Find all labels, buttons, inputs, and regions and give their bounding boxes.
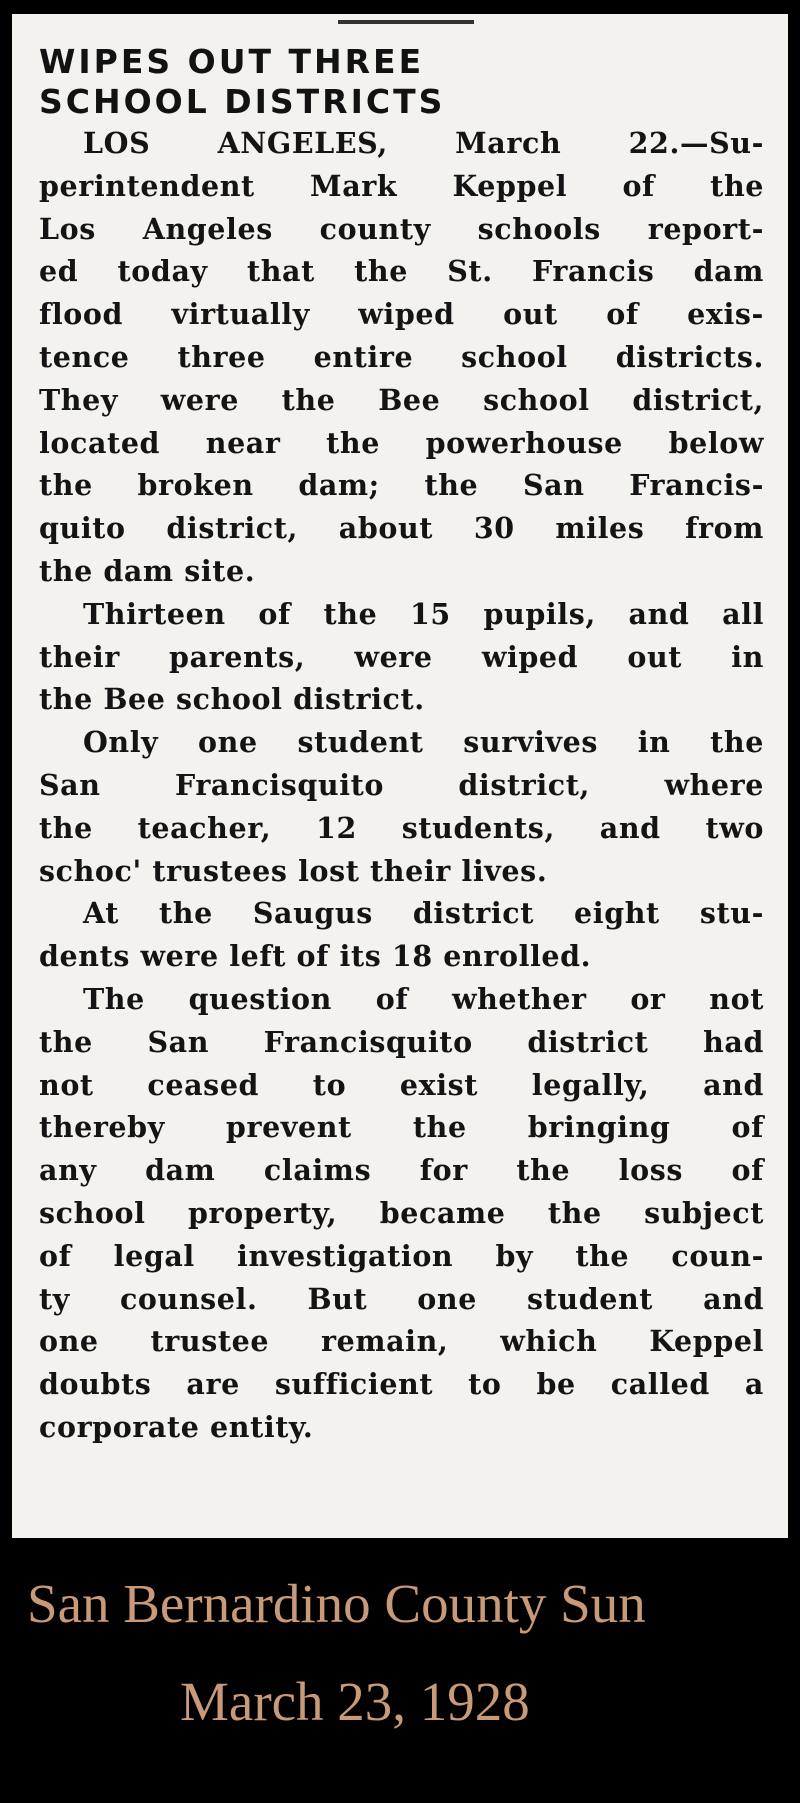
headline-line: WIPES OUT THREE (39, 42, 425, 81)
article-body (39, 122, 764, 1449)
article-line: doubts are sufficient to be called a (39, 1367, 764, 1402)
article-line: Only one student survives in the (83, 725, 764, 760)
article-line: ed today that the St. Francis dam (39, 254, 764, 289)
article-paragraph (39, 593, 764, 721)
article-line: tence three entire school districts. (39, 339, 764, 374)
article-line: their parents, were wiped out in (39, 639, 764, 674)
article-line: not ceased to exist legally, and (39, 1067, 764, 1102)
article-line: perintendent Mark Keppel of the (39, 168, 764, 203)
article-line: corporate entity. (39, 1409, 314, 1444)
article-line: They were the Bee school district, (39, 382, 764, 417)
article-line: The question of whether or not (83, 981, 764, 1016)
article-paragraph (39, 978, 764, 1449)
article-line: the broken dam; the San Francis- (39, 468, 764, 503)
article-line: ty counsel. But one student and (39, 1281, 764, 1316)
article-line: quito district, about 30 miles from (39, 511, 764, 546)
article-line: one trustee remain, which Keppel (39, 1324, 764, 1359)
article-line: thereby prevent the bringing of (39, 1110, 764, 1145)
article-line: school property, became the subject (39, 1195, 764, 1230)
article-line: of legal investigation by the coun- (39, 1238, 764, 1273)
newspaper-name-caption: San Bernardino County Sun (27, 1573, 646, 1634)
article-line: At the Saugus district eight stu- (83, 896, 764, 931)
article-line: any dam claims for the loss of (39, 1153, 764, 1188)
headline-line: SCHOOL DISTRICTS (39, 82, 446, 121)
publication-date-caption: March 23, 1928 (180, 1671, 530, 1732)
article-line: schoc' trustees lost their lives. (39, 853, 548, 888)
article-line: flood virtually wiped out of exis- (39, 297, 764, 332)
article-line: LOS ANGELES, March 22.—Su- (83, 126, 764, 160)
newspaper-clipping (12, 14, 788, 1538)
article-line: Los Angeles county schools report- (39, 211, 764, 246)
article-paragraph (39, 122, 764, 593)
top-rule-divider (338, 20, 474, 24)
article-line: the Bee school district. (39, 682, 425, 717)
article-paragraph (39, 721, 764, 892)
article-line: dents were left of its 18 enrolled. (39, 939, 592, 974)
article-line: the San Francisquito district had (39, 1024, 764, 1059)
article-headline (39, 42, 764, 122)
article-line: located near the powerhouse below (39, 425, 764, 460)
article-line: Thirteen of the 15 pupils, and all (83, 596, 764, 631)
article-line: the dam site. (39, 553, 256, 588)
article-line: the teacher, 12 students, and two (39, 810, 764, 845)
article-paragraph (39, 892, 764, 978)
article-line: San Francisquito district, where (39, 767, 764, 802)
